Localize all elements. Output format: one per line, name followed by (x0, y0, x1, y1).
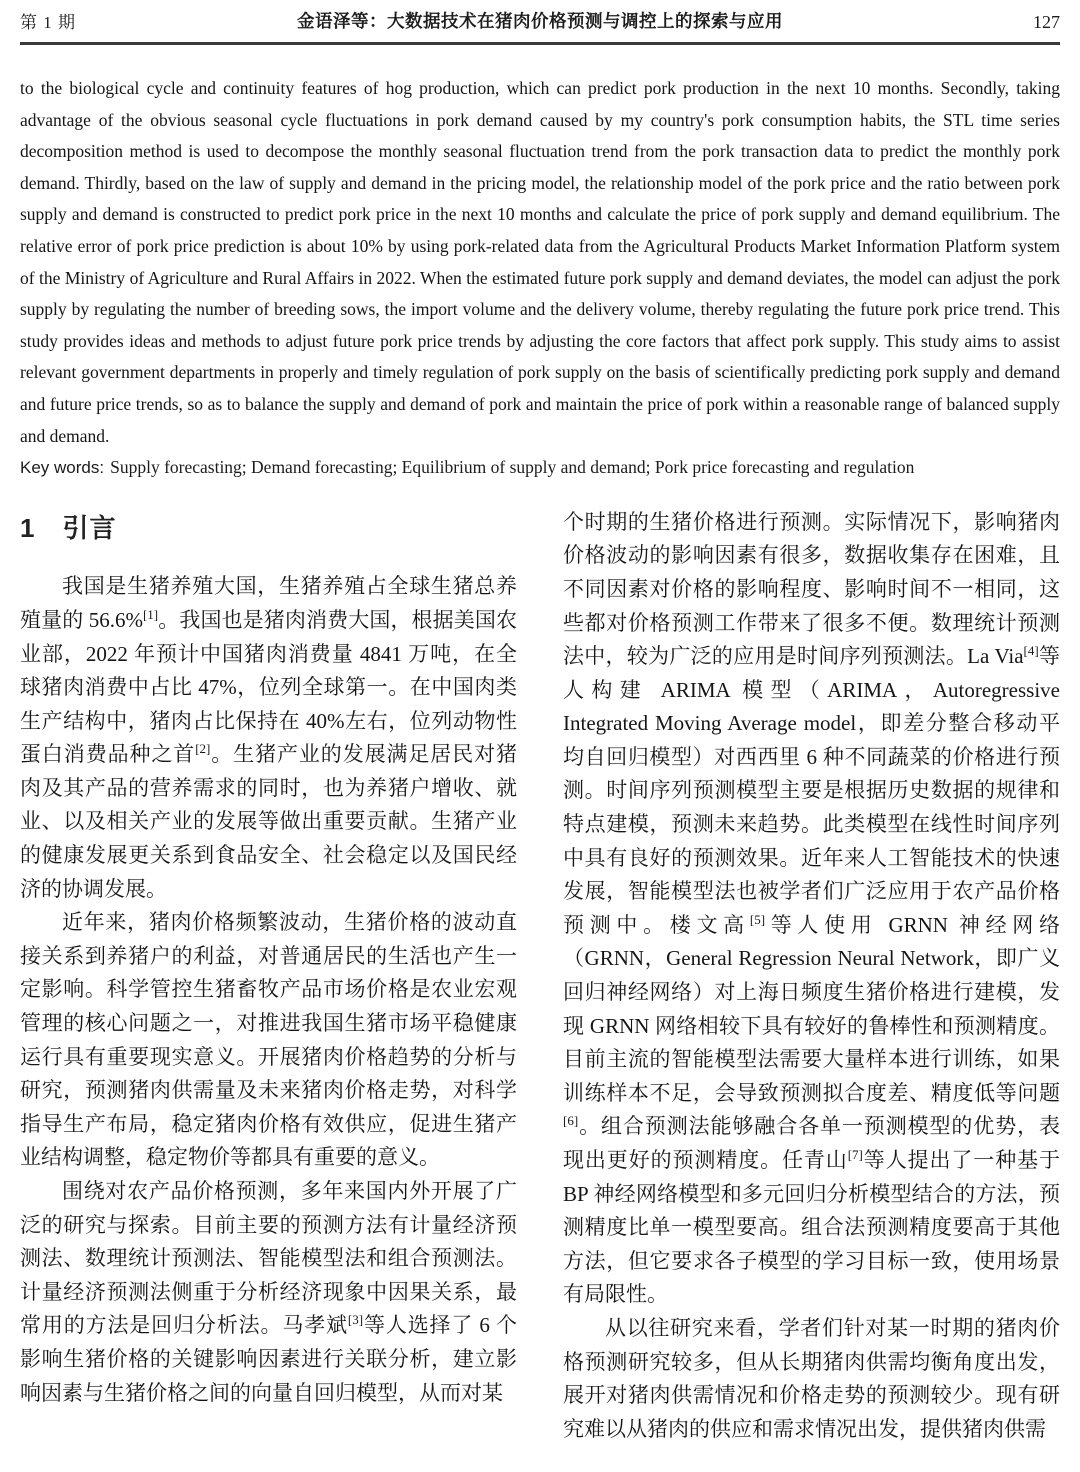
body-paragraph: 围绕对农产品价格预测，多年来国内外开展了广泛的研究与探索。目前主要的预测方法有计量经济预测法、数理统计预测法、智能模型法和组合预测法。计量经济预测法侧重于分析经济现象中因果关系，最常用的方法是回归分析法。马孝斌[3]等人选择了 6 个影响生猪价格的关键影响因素进行关联分析，建立影响因素与生猪价格之间的向量自回归模型，从而对某 (20, 1179, 518, 1405)
body-paragraph: 从以往研究来看，学者们针对某一时期的猪肉价格预测研究较多，但从长期猪肉供需均衡角度出发，展开对猪肉供需情况和价格走势的预测较少。现有研究难以从猪肉的供应和需求情况出发，提供猪肉供需 (563, 1315, 1060, 1441)
left-column-paragraphs (20, 570, 517, 1410)
right-column-paragraphs (563, 506, 1060, 1447)
section-title: 引言 (62, 512, 117, 543)
page-number: 127 (1033, 12, 1060, 32)
left-column (20, 506, 517, 1447)
body-paragraph: 个时期的生猪价格进行预测。实际情况下，影响猪肉价格波动的影响因素有很多，数据收集存在困难，且不同因素对价格的影响程度、影响时间不一相同，这些都对价格预测工作带来了很多不便。数理统计预测法中，较为广泛的应用是时间序列预测法。La Via[4]等人构建 ARIMA 模型（ARIMA，Autoregressive Integrated Moving Average model，即差分整合移动平均自回归模型）对西西里 6 种不同蔬菜的价格进行预测。时间序列预测模型主要是根据历史数据的规律和特点建模，预测未来趋势。此类模型在线性时间序列中具有良好的预测效果。近年来人工智能技术的快速发展，智能模型法也被学者们广泛应用于农产品价格预测中。楼文高[5]等人使用 GRNN 神经网络（GRNN，General Regression Neural Network，即广义回归神经网络）对上海日频度生猪价格进行建模，发现 GRNN 网络相较下具有较好的鲁棒性和预测精度。目前主流的智能模型法需要大量样本进行训练，如果训练样本不足，会导致预测拟合度差、精度低等问题[6]。组合预测法能够融合各单一预测模型的优势，表现出更好的预测精度。任青山[7]等人提出了一种基于 BP 神经网络模型和多元回归分析模型结合的方法，预测精度比单一模型要高。组合法预测精度要高于其他方法，但它要求各子模型的学习目标一致，使用场景有局限性。 (563, 509, 1061, 1307)
right-column (563, 506, 1060, 1447)
reference-superscript: [2] (195, 741, 211, 757)
section-number: 1 (20, 512, 36, 543)
abstract-continuation-text: to the biological cycle and continuity features of hog production, which can predict pork production in the next 10 months. Secondly, taking advantage of the obvious seasonal cycle fluctuations in pork demand caused by my country's pork consumption habits, the STL time series decomposition method is used to decompose the monthly seasonal fluctuation trend from the pork transaction data to predict the monthly pork demand. Thirdly, based on the law of supply and demand in the pricing model, the relationship model of the pork price and the ratio between pork supply and demand is constructed to predict pork price in the next 10 months and calculate the price of pork supply and demand equilibrium. The relative error of pork price prediction is about 10% by using pork-related data from the Agricultural Products Market Information Platform system of the Ministry of Agriculture and Rural Affairs in 2022. When the estimated future pork supply and demand deviates, the model can adjust the pork supply by regulating the number of breeding sows, the import volume and the delivery volume, thereby regulating the future pork price trend. This study provides ideas and methods to adjust future pork price trends by adjusting the core factors that affect pork supply. This study aims to assist relevant government departments in properly and timely regulation of pork supply on the basis of scientifically predicting pork supply and demand and future price trends, so as to balance the supply and demand of pork and maintain the price of pork within a reasonable range of balanced supply and demand. (20, 78, 1060, 446)
reference-superscript: [6] (563, 1113, 579, 1129)
reference-superscript: [1] (142, 606, 159, 622)
section-heading (20, 512, 517, 546)
reference-superscript: [4] (1023, 643, 1039, 659)
header-rule (20, 42, 1060, 45)
two-column-body (20, 506, 1060, 1447)
keywords-label: Key words: (20, 458, 105, 478)
page-header (20, 8, 1060, 36)
reference-superscript: [3] (347, 1312, 364, 1328)
reference-superscript: [7] (847, 1147, 863, 1162)
issue-label: 第 1 期 (20, 13, 76, 32)
running-title: 金语泽等：大数据技术在猪肉价格预测与调控上的探索与应用 (297, 11, 783, 31)
body-paragraph: 近年来，猪肉价格频繁波动，生猪价格的波动直接关系到养猪户的利益，对普通居民的生活也产生一定影响。科学管控生猪畜牧产品市场价格是农业宏观管理的核心问题之一，对推进我国生猪市场平稳健康运行具有重要现实意义。开展猪肉价格趋势的分析与研究，预测猪肉供需量及未来猪肉价格走势，对科学指导生产布局，稳定猪肉价格有效供应，促进生猪产业结构调整，稳定物价等都具有重要的意义。 (20, 910, 517, 1170)
keywords-line (20, 452, 1060, 484)
body-paragraph: 我国是生猪养殖大国，生猪养殖占全球生猪总养殖量的 56.6%[1]。我国也是猪肉消费大国，根据美国农业部，2022 年预计中国猪肉消费量 4841 万吨，在全球猪肉消费中占比 47%，位列全球第一。在中国肉类生产结构中，猪肉占比保持在 40%左右，位列动物性蛋白消费品种之首[2]。生猪产业的发展满足居民对猪肉及其产品的营养需求的同时，也为养猪户增收、就业、以及相关产业的发展等做出重要贡献。生猪产业的健康发展更关系到食品安全、社会稳定以及国民经济的协调发展。 (20, 574, 518, 901)
reference-superscript: [5] (749, 911, 766, 927)
keywords-text: Supply forecasting; Demand forecasting; Equilibrium of supply and demand; Pork price forecasting and regulation (110, 457, 915, 478)
